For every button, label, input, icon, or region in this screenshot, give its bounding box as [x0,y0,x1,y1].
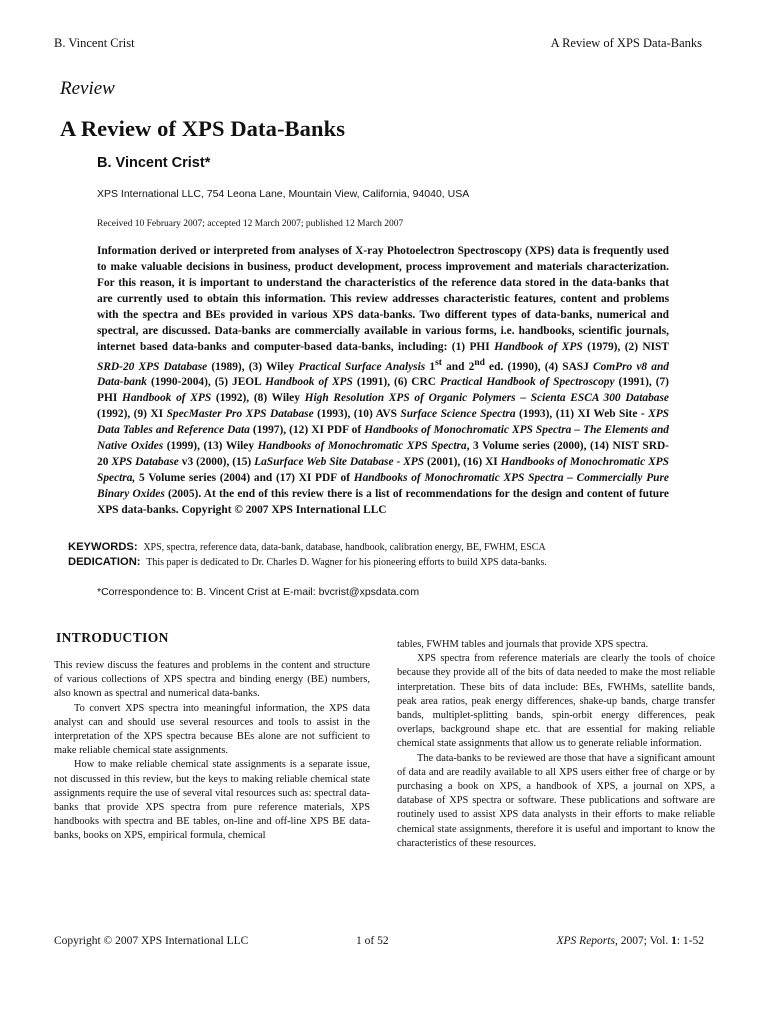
paragraph: The data-banks to be reviewed are those that have a significant amount of data and are readily available to all XPS users either free of charge or by purchasing a book on XPS, a handbook of XPS, a journal on XPS, a database of XPS spectra or software. These publications and software are routinely used to assist XPS data analysts in their efforts to make reliable chemical state assignments, therefore it is useful and important to know the characteristics of these resources. [397,752,715,849]
keywords-value: XPS, spectra, reference data, data-bank, database, handbook, calibration energy, BE, FWHM, ESCA [143,542,546,553]
correspondence: *Correspondence to: B. Vincent Crist at E-mail: bvcrist@xpsdata.com [97,586,420,598]
keywords: KEYWORDS: XPS, spectra, reference data, data-bank, database, handbook, calibration energy, BE, FWHM, ESCA [68,541,546,553]
footer-journal: XPS Reports [556,935,615,947]
footer-page-number: 1 of 52 [356,935,389,947]
abstract: Information derived or interpreted from analyses of X-ray Photoelectron Spectroscopy (XPS) data is frequently used to make valuable decisions in business, product development, process improvement and materials characterization. For this reason, it is important to understand the characteristics of the reference data stored in the data-banks that are currently used to obtain this information. This review addresses characteristic features, content and problems with the spectra and BEs provided in various XPS data-banks. Two different types of data-banks, numerical and spectral, are discussed. Data-banks are commercially available in various forms, i.e. handbooks, scientific journals, internet based data-banks and computer-based data-banks, including: (1) PHI Handbook of XPS (1979), (2) NIST SRD-20 XPS Database (1989), (3) Wiley Practical Surface Analysis 1st and 2nd ed. (1990), (4) SASJ ComPro v8 and Data-bank (1990-2004), (5) JEOL Handbook of XPS (1991), (6) CRC Practical Handbook of Spectroscopy (1991), (7) PHI Handbook of XPS (1992), (8) Wiley High Resolution XPS of Organic Polymers – Scienta ESCA 300 Database (1992), (9) XI SpecMaster Pro XPS Database (1993), (10) AVS Surface Science Spectra (1993), (11) XI Web Site - XPS Data Tables and Reference Data (1997), (12) XI PDF of Handbooks of Monochromatic XPS Spectra – The Elements and Native Oxides (1999), (13) Wiley Handbooks of Monochromatic XPS Spectra, 3 Volume series (2000), (14) NIST SRD-20 XPS Database v3 (2000), (15) LaSurface Web Site Database - XPS (2001), (16) XI Handbooks of Monochromatic XPS Spectra, 5 Volume series (2004) and (17) XI PDF of Handbooks of Monochromatic XPS Spectra – Commercially Pure Binary Oxides (2005). At the end of this review there is a list of recommendations for the design and content of future XPS data-banks. Copyright © 2007 XPS International LLC [97,245,670,517]
paper-title: A Review of XPS Data-Banks [60,116,346,141]
affiliation: XPS International LLC, 754 Leona Lane, Mountain View, California, 94040, USA [97,188,470,200]
running-header-author: B. Vincent Crist [54,36,135,50]
introduction-heading: INTRODUCTION [56,630,169,645]
author-name: B. Vincent Crist* [97,155,211,171]
dedication-label: DEDICATION [68,556,137,568]
footer-citation: XPS Reports, 2007; Vol. 1: 1-52 [556,935,704,947]
footer-volume: 1 [671,935,677,947]
section-label: Review [60,78,115,99]
paragraph: To convert XPS spectra into meaningful information, the XPS data analyst can and should use several resources and tools to assist in the interpretation of the XPS spectra because BEs alone are not sufficient to make reliable chemical state assignments. [54,702,370,757]
right-column [397,638,715,851]
publication-dates: Received 10 February 2007; accepted 12 March 2007; published 12 March 2007 [97,219,404,229]
left-column [54,659,370,844]
dedication-value: This paper is dedicated to Dr. Charles D. Wagner for his pioneering efforts to build XPS data-banks. [146,557,547,568]
paragraph: tables, FWHM tables and journals that provide XPS spectra. [397,639,649,650]
keywords-label: KEYWORDS [68,541,134,553]
running-header-title: A Review of XPS Data-Banks [550,36,702,50]
footer-copyright: Copyright © 2007 XPS International LLC [54,935,249,947]
paragraph: XPS spectra from reference materials are clearly the tools of choice because they provide all of the bits of data needed to make the most reliable interpretation. These bits of data include: BEs, FWHMs, satellite bands, peak area ratios, peak energy differences, shake-up bands, charge transfer bands, multiplet-splitting bands, spin-orbit energy differences, peak overlaps, background shape etc. that are essential for making reliable chemical state assignments that allow us to generate reliable information. [397,653,715,750]
dedication: DEDICATION: This paper is dedicated to Dr. Charles D. Wagner for his pioneering efforts to build XPS data-banks. [68,556,547,568]
paragraph: How to make reliable chemical state assignments is a separate issue, not discussed in this review, but the keys to making reliable chemical state assignments require the use of several vital resources such as: spectral data-banks that provide XPS spectra from pure reference materials, XPS handbooks with spectra and BE tables, on-line and off-line XPS BE data-banks, books on XPS, empirical formula, chemical [54,759,370,842]
paragraph: This review discuss the features and problems in the content and structure of various collections of XPS spectra and binding energy (BE) numbers, also known as spectral and numerical data-banks. [54,660,370,700]
